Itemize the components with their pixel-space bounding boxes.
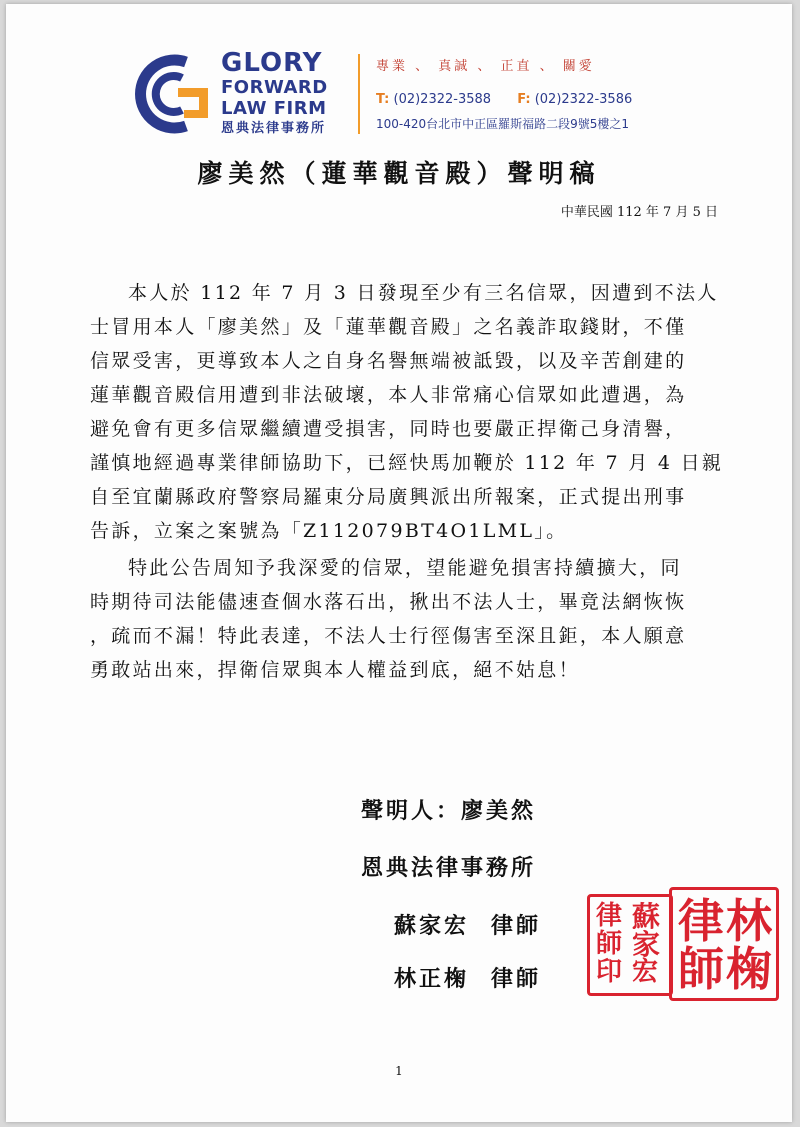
lawyer-1-title: 律師 bbox=[491, 913, 542, 939]
firm-name-chinese: 恩典法律事務所 bbox=[221, 121, 327, 136]
paragraph-line: ，疏而不漏！特此表達，不法人士行徑傷害至深且鉅，本人願意 bbox=[90, 625, 687, 647]
paragraph-1 bbox=[90, 276, 724, 548]
paragraph-line: 蓮華觀音殿信用遭到非法破壞，本人非常痛心信眾如此遭遇，為 bbox=[90, 384, 687, 406]
lawyer-1-line bbox=[394, 909, 541, 940]
paragraph-line: 自至宜蘭縣政府警察局羅東分局廣興派出所報案，正式提出刑事 bbox=[90, 486, 687, 508]
paragraph-line: 特此公告周知予我深愛的信眾，望能避免損害持續擴大，同 bbox=[128, 557, 682, 579]
paragraph-line: 避免會有更多信眾繼續遭受損害，同時也要嚴正捍衛己身清譽， bbox=[90, 418, 687, 440]
tel-label: T: bbox=[376, 92, 390, 107]
paragraph-line: 士冒用本人「廖美然」及「蓮華觀音殿」之名義詐取錢財，不僅 bbox=[90, 316, 687, 338]
tel-number: (02)2322-3588 bbox=[393, 92, 492, 107]
paragraph-line: 告訴，立案之案號為「Z112079BT4O1LML」。 bbox=[90, 520, 568, 542]
paragraph-line: 本人於 112 年 7 月 3 日發現至少有三名信眾，因遭到不法人 bbox=[128, 282, 719, 304]
document-page bbox=[6, 4, 792, 1122]
firm-address: 100-420台北市中正區羅斯福路二段9號5樓之1 bbox=[376, 117, 630, 131]
statement-body bbox=[90, 276, 724, 687]
document-date: 中華民國 112 年 7 月 5 日 bbox=[560, 205, 718, 220]
firm-name-line2: FORWARD bbox=[221, 77, 328, 98]
paragraph-line: 謹慎地經過專業律師協助下，已經快馬加鞭於 112 年 7 月 4 日親 bbox=[90, 452, 724, 474]
law-firm-logo-icon bbox=[124, 54, 214, 134]
letterhead-divider bbox=[358, 54, 360, 134]
lawyer-seal-stamp-small: 蘇 家 宏 律 師 印 bbox=[587, 894, 673, 996]
paragraph-line: 時期待司法能儘速查個水落石出，揪出不法人士，畢竟法網恢恢 bbox=[90, 591, 687, 613]
signing-firm: 恩典法律事務所 bbox=[361, 855, 537, 881]
firm-name-line1: GLORY bbox=[221, 48, 323, 78]
paragraph-line: 信眾受害，更導致本人之自身名譽無端被詆毀，以及辛苦創建的 bbox=[90, 350, 687, 372]
declarant-line: 聲明人：廖美然 bbox=[361, 798, 537, 824]
document-title: 廖美然（蓮華觀音殿）聲明稿 bbox=[197, 159, 601, 188]
firm-name-block bbox=[221, 50, 328, 135]
page-number: 1 bbox=[395, 1064, 403, 1078]
firm-name-line3: LAW FIRM bbox=[221, 98, 327, 119]
paragraph-2 bbox=[90, 551, 720, 687]
contact-line bbox=[376, 92, 632, 107]
lawyer-1-name: 蘇家宏 bbox=[394, 913, 470, 939]
lawyer-2-name: 林正椈 bbox=[394, 966, 470, 992]
fax-label: F: bbox=[517, 92, 531, 107]
lawyer-seal-stamp-large: 律 林 師 椈 bbox=[669, 887, 779, 1001]
fax-number: (02)2322-3586 bbox=[534, 92, 633, 107]
paragraph-line: 勇敢站出來，捍衛信眾與本人權益到底，絕不姑息！ bbox=[90, 659, 580, 681]
lawyer-2-title: 律師 bbox=[491, 966, 542, 992]
lawyer-2-line bbox=[394, 962, 541, 993]
firm-motto: 專業 、 真誠 、 正直 、 關愛 bbox=[376, 59, 595, 74]
